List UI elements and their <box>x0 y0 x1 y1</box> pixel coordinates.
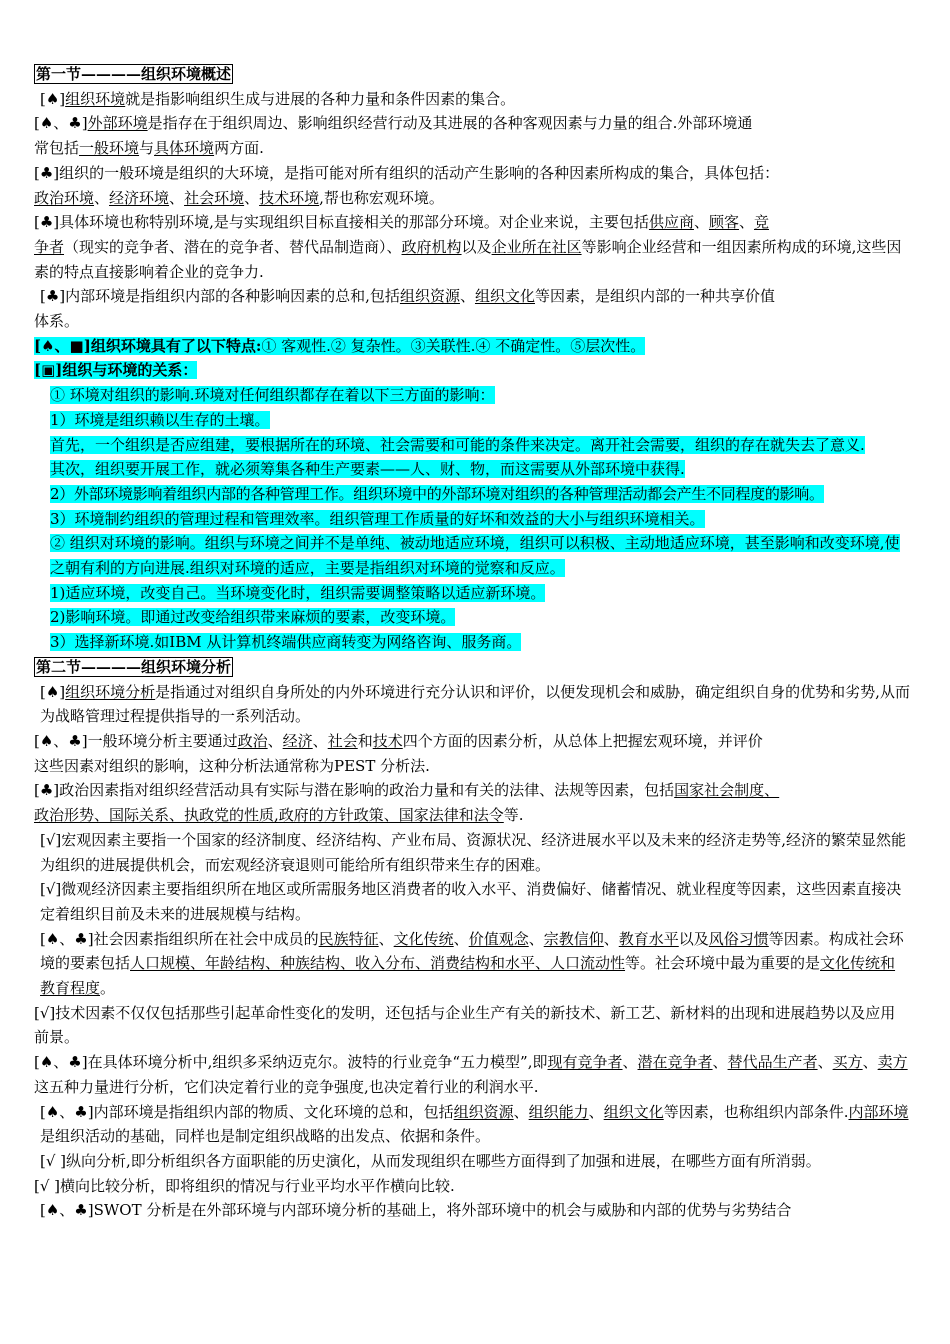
s2-paragraph-10 <box>34 1149 910 1174</box>
sep: 、 <box>453 929 469 948</box>
relation-line: ① 环境对组织的影响.环境对任何组织都存在着以下三方面的影响： <box>50 386 495 405</box>
text: （现实的竞争者、潜在的竞争者、替代品制造商）、 <box>64 237 402 256</box>
mark: [√] <box>40 830 62 849</box>
text: 纵向分析,即分析组织各方面职能的历史演化，从而发现组织在哪些方面得到了加强和进展，在哪些方面有所消弱。 <box>66 1151 821 1170</box>
term: 文化传统 <box>393 929 454 948</box>
term: 一般环境 <box>79 139 140 158</box>
s2-paragraph-6 <box>34 927 910 1001</box>
term: 争者 <box>34 237 65 256</box>
mark: [♠] <box>40 682 66 701</box>
term: 外部环境 <box>87 114 148 133</box>
term: 组织文化 <box>603 1102 664 1121</box>
term: 社会 <box>327 731 358 750</box>
s1-paragraph-3 <box>34 161 910 210</box>
term: 替代品生产者 <box>727 1053 818 1072</box>
term: 宗教信仰 <box>543 929 604 948</box>
text: 这些因素对组织的影响，这种分析法通常称为PEST 分析法. <box>34 756 430 775</box>
sep: 、 <box>312 731 328 750</box>
mark: [♠、♣] <box>40 1102 94 1121</box>
term: 内部环境 <box>848 1102 909 1121</box>
term: 组织资源 <box>399 287 460 306</box>
relation-line: ② 组织对环境的影响。组织与环境之间并不是单纯、被动地适应环境，组织可以积极、主动地适应环境，甚至影响和改变环境,使之朝有利的方向进展.组织对环境的适应，主要是指组织对环境的觉察和反应。 <box>50 534 900 578</box>
text: 技术因素不仅仅包括那些引起革命性变化的发明，还包括与企业生产有关的新技术、新工艺、新材料的出现和进展趋势以及应用前景。 <box>34 1003 896 1047</box>
relation-line: 2）外部环境影响着组织内部的各种管理工作。组织环境中的外部环境对组织的各种管理活动都会产生不同程度的影响。 <box>50 484 824 503</box>
relation-line: 首先，一个组织是否应组建，要根据所在的环境、社会需要和可能的条件来决定。离开社会需要，组织的存在就失去了意义. <box>50 435 865 454</box>
text: 两方面. <box>214 139 264 158</box>
relation-line: 1）环境是组织赖以生存的土壤。 <box>50 410 270 429</box>
sep: 、 <box>378 929 394 948</box>
s1-features <box>34 334 910 359</box>
s2-paragraph-7 <box>34 1001 910 1050</box>
relation-line: 2)影响环境。即通过改变给组织带来麻烦的要素，改变环境。 <box>50 608 456 627</box>
features-head: [♠、■]组织环境具有了以下特点: <box>34 336 262 355</box>
term: 顾客 <box>708 213 739 232</box>
term: 买方 <box>832 1053 863 1072</box>
text: ,帮也称宏观环境。 <box>319 188 444 207</box>
text: 。 <box>100 979 116 998</box>
term: 组织文化 <box>474 287 535 306</box>
s1-relation-block <box>34 383 910 655</box>
term: 价值观念 <box>468 929 529 948</box>
text: 与 <box>139 139 155 158</box>
mark: [♣] <box>34 781 60 800</box>
mark: [♠、♣] <box>40 1201 94 1220</box>
s1-paragraph-5 <box>34 284 910 309</box>
term: 经济环境 <box>109 188 170 207</box>
text: 体系。 <box>34 312 80 331</box>
term: 政府机构 <box>401 237 462 256</box>
term: 人口规模、年龄结构、种族结构、收入分布、消费结构和水平、人口流动性 <box>130 954 626 973</box>
term: 技术 <box>372 731 403 750</box>
text: 在具体环境分析中,组织多采纳迈克尔。波特的行业竞争“五力模型”,即 <box>87 1053 548 1072</box>
text: 横向比较分析，即将组织的情况与行业平均水平作横向比较. <box>60 1176 455 1195</box>
text: 微观经济因素主要指组织所在地区或所需服务地区消费者的收入水平、消费偏好、储蓄情况、就业程度等因素，这些因素直接决定着组织目前及未来的进展规模与结构。 <box>40 880 902 923</box>
term: 政治 <box>237 731 268 750</box>
s1-paragraph-5-cont <box>34 309 910 334</box>
sep: 和 <box>357 731 373 750</box>
sep: 、 <box>267 731 283 750</box>
sep: 、 <box>603 929 619 948</box>
sep: 、 <box>528 929 544 948</box>
relation-line: 3）选择新环境.如IBM 从计算机终端供应商转变为网络咨询、服务商。 <box>50 633 522 652</box>
text: SWOT 分析是在外部环境与内部环境分析的基础上，将外部环境中的机会与威胁和内部的优势与劣势结合 <box>93 1201 792 1220</box>
term: 竞 <box>754 213 770 232</box>
text: 是指存在于组织周边、影响组织经营行动及其进展的各种客观因素与力量的组合.外部环境通 <box>147 114 753 133</box>
features-body: ① 客观性.② 复杂性。③关联性.④ 不确定性。⑤层次性。 <box>261 336 646 355</box>
term: 经济 <box>282 731 313 750</box>
s2-paragraph-5 <box>34 877 910 926</box>
term: 风俗习惯 <box>708 929 769 948</box>
sep: 、 <box>712 1053 728 1072</box>
s2-paragraph-11 <box>34 1174 910 1199</box>
term: 文化传统和教育程度 <box>40 954 896 998</box>
section1-heading: 第一节————组织环境概述 <box>36 65 232 83</box>
s1-paragraph-4 <box>34 210 910 284</box>
text: 等影响企业经营和一组因素所构成的环境,这些因素的特点直接影响着企业的竞争力. <box>34 237 902 281</box>
text: 以及 <box>678 929 709 948</box>
text: 具体环境也称特别环境,是与实现组织目标直接相关的那部分环境。对企业来说，主要包括 <box>59 213 649 232</box>
term: 组织环境分析 <box>65 682 156 701</box>
mark: [√ ] <box>40 1151 67 1170</box>
sep: 、 <box>244 188 260 207</box>
s1-paragraph-1 <box>34 87 910 112</box>
text: 是指通过对组织自身所处的内外环境进行充分认识和评价，以便发现机会和威胁，确定组织自身的优势和劣势,从而为战略管理过程提供指导的一系列活动。 <box>40 682 910 726</box>
s2-paragraph-3 <box>34 778 910 827</box>
term: 具体环境 <box>154 139 215 158</box>
term: 现有竞争者 <box>547 1053 623 1072</box>
term: 教育水平 <box>618 929 679 948</box>
term: 政治环境 <box>34 188 95 207</box>
s1-relation-head <box>34 358 910 383</box>
text: 等. <box>503 806 524 825</box>
term: 社会环境 <box>184 188 245 207</box>
text: 以及 <box>461 237 492 256</box>
s2-paragraph-9 <box>34 1100 910 1149</box>
text: 等因素，也称组织内部条件. <box>663 1102 849 1121</box>
term: 技术环境 <box>259 188 320 207</box>
relation-head: [▣]组织与环境的关系： <box>34 361 198 380</box>
sep: 、 <box>513 1102 529 1121</box>
mark: [√ ] <box>34 1176 61 1195</box>
sep: 、 <box>459 287 475 306</box>
mark: [♠、♣] <box>34 1053 88 1072</box>
text: 四个方面的因素分析，从总体上把握宏观环境，并评价 <box>402 731 763 750</box>
text: 组织的一般环境是组织的大环境，是指可能对所有组织的活动产生影响的各种因素所构成的集合，具体包括： <box>59 163 780 182</box>
mark: [♣] <box>34 213 60 232</box>
sep: 、 <box>622 1053 638 1072</box>
term: 组织能力 <box>528 1102 589 1121</box>
text: 内部环境是指组织内部的各种影响因素的总和,包括 <box>65 287 400 306</box>
s2-paragraph-4 <box>34 828 910 877</box>
text: 就是指影响组织生成与进展的各种力量和条件因素的集合。 <box>125 89 516 108</box>
mark: [♠、♣] <box>34 114 88 133</box>
relation-line: 其次，组织要开展工作，就必须筹集各种生产要素——人、财、物，而这需要从外部环境中获得. <box>50 460 685 479</box>
text: 等因素。构成社会环境的要素包括 <box>40 929 904 973</box>
sep: 、 <box>693 213 709 232</box>
mark: [♣] <box>34 163 60 182</box>
term: 组织环境 <box>65 89 126 108</box>
term: 政治形势、国际关系、执政党的性质,政府的方针政策、国家法律和法令 <box>34 806 504 825</box>
term: 民族特征 <box>318 929 379 948</box>
s2-paragraph-1 <box>34 680 910 729</box>
text: 一般环境分析主要通过 <box>87 731 238 750</box>
mark: [♣] <box>40 287 66 306</box>
mark: [♠] <box>40 89 66 108</box>
relation-line: 1)适应环境，改变自己。当环境变化时，组织需要调整策略以适应新环境。 <box>50 583 546 602</box>
sep: 、 <box>588 1102 604 1121</box>
sep: 、 <box>862 1053 878 1072</box>
s2-paragraph-12 <box>34 1198 910 1223</box>
sep: 、 <box>738 213 754 232</box>
mark: [♠、♣] <box>40 929 94 948</box>
section2-heading: 第二节————组织环境分析 <box>36 657 232 676</box>
text: 这五种力量进行分析，它们决定着行业的竞争强度,也决定着行业的利润水平. <box>34 1077 539 1096</box>
term: 国家社会制度、 <box>674 781 780 800</box>
mark: [√] <box>40 880 62 899</box>
term: 组织资源 <box>453 1102 514 1121</box>
text: 等因素，是组织内部的一种共享价值 <box>534 287 775 306</box>
sep: 、 <box>817 1053 833 1072</box>
sep: 、 <box>169 188 185 207</box>
term: 潜在竞争者 <box>637 1053 713 1072</box>
s2-paragraph-8 <box>34 1050 910 1099</box>
term: 卖方 <box>877 1053 908 1072</box>
text: 内部环境是指组织内部的物质、文化环境的总和，包括 <box>93 1102 454 1121</box>
text: 等。社会环境中最为重要的是 <box>625 954 821 973</box>
term: 供应商 <box>648 213 694 232</box>
mark: [♠、♣] <box>34 731 88 750</box>
sep: 、 <box>94 188 110 207</box>
relation-line: 3）环境制约组织的管理过程和管理效率。组织管理工作质量的好坏和效益的大小与组织环境相关。 <box>50 509 705 528</box>
text: 宏观因素主要指一个国家的经济制度、经济结构、产业布局、资源状况、经济进展水平以及未来的经济走势等,经济的繁荣显然能为组织的进展提供机会，而宏观经济衰退则可能给所有组织带来生存的困难。 <box>40 830 907 874</box>
text: 是组织活动的基础，同样也是制定组织战略的出发点、依据和条件。 <box>40 1127 491 1146</box>
text: 常包括 <box>34 139 80 158</box>
mark: [√] <box>34 1003 56 1022</box>
text: 政治因素指对组织经营活动具有实际与潜在影响的政治力量和有关的法律、法规等因素，包括 <box>59 781 675 800</box>
term: 企业所在社区 <box>491 237 582 256</box>
s1-paragraph-2 <box>34 111 910 160</box>
text: 社会因素指组织所在社会中成员的 <box>93 929 319 948</box>
s2-paragraph-2 <box>34 729 910 778</box>
